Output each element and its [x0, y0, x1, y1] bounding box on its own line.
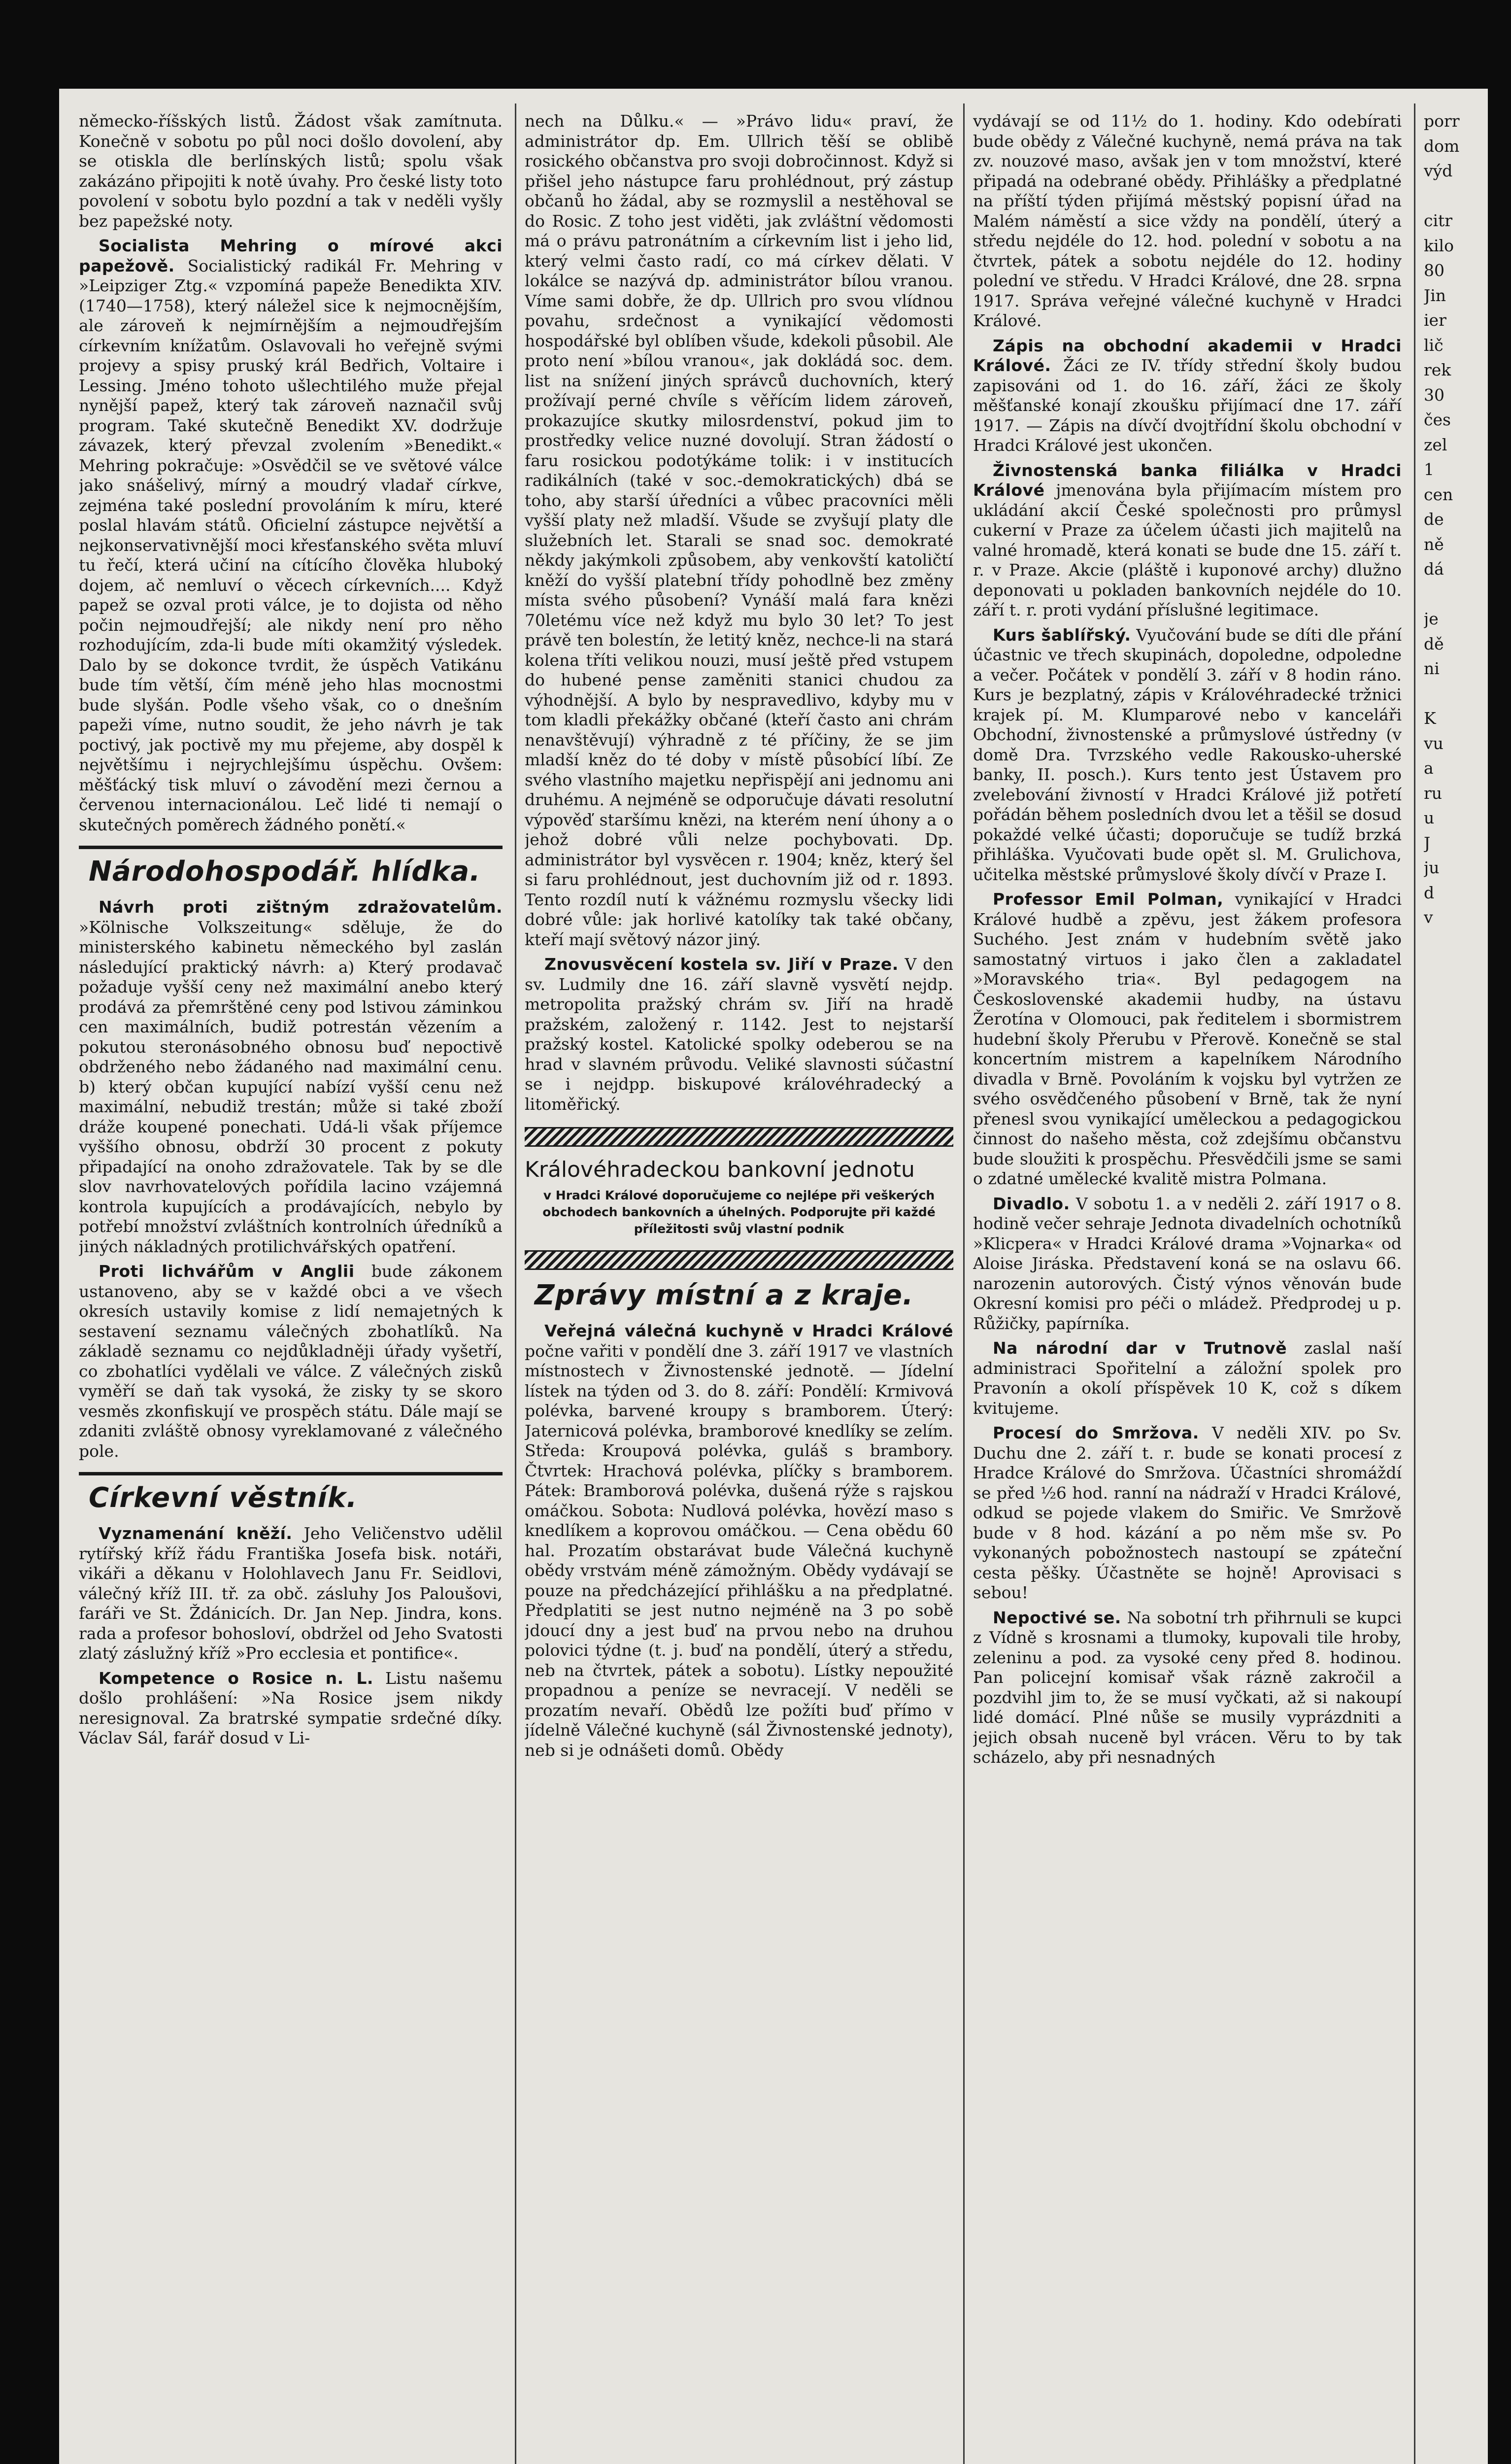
article-lead: Kurs šablířský. [993, 625, 1131, 645]
column-2 [525, 111, 953, 2464]
line-fragment: ier [1424, 310, 1446, 330]
article-lead: Živnostenská banka filiálka v Hradci Králové [973, 460, 1402, 500]
line-fragment: kilo [1424, 236, 1454, 255]
line-fragment: u [1424, 808, 1435, 827]
article-body: V neděli XIV. po Sv. Duchu dne 2. září t. r. bude se konati procesí z Hradce Králové do Smržova. Účastníci shromáždí se před ½6 hod. ranní na nádraží v Hradci Králové, odkud se pojede vlakem do Smiřic. Ve Smržově bude v 8 hod. kázání a po něm mše sv. Po vykonaných pobožnostech nastoupí se zpáteční cesta pěšky. Účastněte se hojně! Aprovisaci s sebou! [973, 1423, 1402, 1602]
line-fragment: porr [1424, 111, 1460, 131]
article-lead: Nepoctivé se. [993, 1608, 1121, 1627]
column-3 [973, 111, 1402, 2464]
paragraph [973, 625, 1402, 885]
section-heading-church: Církevní věstník. [89, 1482, 358, 1514]
article-lead: Zápis na obchodní akademii v Hradci Králové. [973, 336, 1402, 375]
paragraph [973, 1608, 1402, 1768]
article-body: Vyučování bude se díti dle přání účastnic ve třech skupinách, dopoledne, odpoledne a večer. Počátek v pondělí 3. září v 8 hodin ráno. Kurs je bezplatný, zápis v Královéhradecké tržnici krajek pí. M. Klumparové nebo v kanceláři Obchodní, živnostenské a průmyslové ústředny (v domě Dra. Tvrzského vedle Rakousko-uherské banky, II. posch.). Kurs tento jest Ústavem pro zvelebování živností v Hradci Králové již potřetí pořádán během posledních dvou let a těšil se dosud pokaždé velké účasti; doporučuje se tudíž brzká přihláška. Vyučovati bude opět sl. M. Grulichova, učitelka městské průmyslové školy dívčí v Praze I. [973, 625, 1402, 884]
bank-ad-text: v Hradci Králové doporučujeme co nejlépe při veškerých obchodech bankovních a úhelných. Podporujte při každé příležitosti svůj vlastní podnik [542, 1188, 936, 1236]
article-lead: Vyznamenání kněží. [99, 1524, 293, 1543]
column-4-cropped [1424, 111, 1488, 2464]
article-lead: Veřejná válečná kuchyně v Hradci Králové [544, 1321, 953, 1340]
paragraph [973, 461, 1402, 620]
paragraph [79, 1262, 503, 1461]
paragraph [973, 1194, 1402, 1334]
line-fragment [1424, 684, 1488, 704]
column-rule [963, 103, 965, 2464]
line-fragment: ju [1424, 858, 1440, 877]
paragraph [973, 336, 1402, 456]
line-fragment: 80 [1424, 261, 1444, 280]
article-body: V den sv. Ludmily dne 16. září slavně vysvětí nejdp. metropolita pražský chrám sv. Jiří na hradě pražském, založený r. 1142. Jest to nejstarší pražský kostel. Katolické spolky odeberou se na hrad v slavném průvodu. Veliké slavnosti súčastní se i nejdpp. biskupové královéhradecký a litoměřický. [525, 955, 953, 1114]
line-fragment [1424, 584, 1488, 605]
line-fragment: dom [1424, 136, 1460, 156]
article-lead: Procesí do Smržova. [993, 1423, 1199, 1442]
article-body: vynikající v Hradci Králové hudbě a zpěvu, jest žákem profesora Suchého. Jest znám v hudebním světě jako samostatný virtuos i jako člen a zakladatel »Moravského tria«. Byl pedagogem na Československé akademii hudby, na ústavu Žerotína v Olomouci, pak ředitelem i sbormistrem hudební školy Přerubu v Přerově. Konečně se stal koncertním mistrem a kapelníkem Národního divadla v Brně. Povoláním k vojsku byl vytržen ze svého osvědčeného působení v Brně, tak že nyní přenesl svou vynikající uměleckou a pedagogickou činnost do našeho města, což zdejšímu občanstvu bude sloužiti k prospěchu. Přesvědčili jsme se sami o zdatné umělecké kvalitě mistra Polmana. [973, 890, 1402, 1188]
bank-ad-title: Královéhradeckou bankovní jednotu [525, 1157, 915, 1182]
line-fragment: rek [1424, 360, 1451, 379]
paragraph [973, 890, 1402, 1189]
line-fragment: de [1424, 510, 1444, 529]
paragraph [973, 1338, 1402, 1418]
paragraph [973, 1423, 1402, 1603]
section-heading-local: Zprávy místní a z kraje. [535, 1279, 914, 1311]
section-divider [79, 846, 503, 849]
article-lead: Proti lichvářům v Anglii [99, 1262, 355, 1281]
line-fragment: ni [1424, 659, 1440, 678]
line-fragment: ru [1424, 783, 1443, 803]
article-body: »Kölnische Volkszeitung« sděluje, že do ministerského kabinetu německého byl zaslán následující praktický návrh: a) Který prodavač požaduje vyšší ceny než maximální anebo který prodává za přemrštěné ceny pod lstivou záminkou cen maximálních, budiž potrestán vězením a pokutou steronásobného obnosu buď nepoctivě obdrženého nebo žádaného nad maximální cenu. b) který občan kupující nabízí vyšší cenu než maximální, nebudiž trestán; může si také zboží dráže koupené ponechati. Udá-li však příjemce vyššího obnosu, obdrží 30 procent z pokuty připadající na onoho zdražovatele. Tak by se dle slov navrhovatelových pořídila lacino vzájemná kontrola kupujících a prodávajících, nebylo by potřebí množství zvláštních kontrolních úředníků a jiných nákladných protilichvářských opatření. [79, 917, 503, 1256]
line-fragment: zel [1424, 435, 1447, 454]
paragraph: vydávají se od 11½ do 1. hodiny. Kdo odebírati bude obědy z Válečné kuchyně, nemá práva na tak zv. nouzové maso, avšak jen v tom množství, které připadá na odebrané obědy. Přihlášky a předplatné na příští týden přijímá městský popisní úřad na Malém náměstí a sice vždy na pondělí, úterý a středu nejdéle do 12. hod. polední v sobotu a na čtvrtek, pátek a sobotu nejdéle do 12. hodiny polední ve středu. V Hradci Králové, dne 28. srpna 1917. Správa veřejné válečné kuchyně v Hradci Králové. [973, 111, 1402, 330]
article-body: počne vařiti v pondělí dne 3. září 1917 ve vlastních místnostech v Živnostenské jednotě. — Jídelní lístek na týden od 3. do 8. září: Pondělí: Krmivová polévka, barvené kroupy s bramborem. Úterý: Jaternicová polévka, bramborové knedlíky se zelím. Středa: Kroupová polévka, guláš s brambory. Čtvrtek: Hrachová polévka, plíčky s bramborem. Pátek: Bramborová polévka, dušená rýže s rajskou omáčkou. Sobota: Nudlová polévka, hovězí maso s knedlíkem a koprovou omáčkou. — Cena obědu 60 hal. Prozatím obstarávat bude Válečná kuchyně obědy vrstvám méně zámožným. Obědy vydávají se pouze na předcházející přihlášku a na předplatné. Předplatiti se jest nutno nejméně na 3 po sobě jdoucí dny a jest buď na prvou nebo na druhou polovici týdne (t. j. buď na pondělí, úterý a středu, neb na čtvrtek, pátek a sobotu). Lístky nepoužité propadnou a peníze se nevracejí. V neděli se prozatím nevaří. Obědů lze požíti buď přímo v jídelně Válečné kuchyně (sál Živnostenské jednoty), neb si je odnášeti domů. Obědy [525, 1341, 953, 1760]
line-fragment: je [1424, 609, 1439, 628]
section-heading-economy: Národohospodář. hlídka. [89, 856, 481, 888]
paragraph: německo-říšských listů. Žádost však zamítnuta. Konečně v sobotu po půl noci došlo dovolení, aby se otiskla dle berlínských listů; spolu však zakázáno připojiti k notě úvahy. Pro české listy toto povolení v sobotu bylo pozdní a tak v neděli vyšly bez papežské noty. [79, 111, 503, 231]
line-fragment: lič [1424, 335, 1444, 355]
line-fragment: 30 [1424, 385, 1444, 405]
line-fragment: citr [1424, 211, 1453, 230]
article-lead: Na národní dar v Trutnově [993, 1338, 1287, 1358]
article-body: zaslal naší administraci Spořitelní a záložní spolek pro Pravonín a okolí příspěvek 10 K, což s díkem kvitujeme. [973, 1338, 1402, 1418]
line-fragment: d [1424, 883, 1435, 902]
article-lead: Znovusvěcení kostela sv. Jiří v Praze. [544, 955, 899, 974]
article-body: bude zákonem ustanoveno, aby se v každé obci a ve všech okresích ustavily komise z lidí nemajetných k sestavení seznamu válečných zbohatlíků. Na základě seznamu co nejdůkladněji úřady vyšetří, co zbohatlíci vydělali ve válce. Z válečných zisků vyměří se daň tak vysoká, že zisky ty se skoro vesměs zkonfiskují ve prospěch státu. Dále mají se zdaniti zvláště obnosy vyreklamované z válečného pole. [79, 1262, 503, 1461]
newspaper-page [59, 89, 1488, 2464]
paragraph [79, 897, 503, 1257]
article-body: Jeho Veličenstvo udělil rytířský kříž řádu Františka Josefa bisk. notáři, vikáři a děkanu v Holohlavech Janu Fr. Seidlovi, válečný kříž III. tř. za obč. zásluhy Jos Paloušovi, faráři ve St. Ždánicích. Dr. Jan Nep. Jindra, kons. rada a profesor bohosloví, obdržel od Jeho Svatosti zlatý záslužný kříž »Pro ecclesia et pontifice«. [79, 1524, 503, 1663]
line-fragment: 1 [1424, 460, 1434, 479]
article-body: V sobotu 1. a v neděli 2. září 1917 o 8. hodině večer sehraje Jednota divadelních ochotníků »Klicpera« v Hradci Králové drama »Vojnarka« od Aloise Jiráska. Představení koná se na oslavu 66. narozenin autorových. Čistý výnos věnován bude Okresní komisi pro péči o mládež. Předprodej u p. Růžičky, papírníka. [973, 1194, 1402, 1333]
section-divider [79, 1472, 503, 1475]
article-body: Žáci ze IV. třídy střední školy budou zapisováni od 1. do 16. září, žáci ze školy měšťanské konají zkoušku přijímací dne 17. září 1917. — Zápis na dívčí dvojtřídní školu obchodní v Hradci Králové jest ukončen. [973, 356, 1402, 455]
column-rule [1414, 103, 1415, 2464]
line-fragment: dá [1424, 559, 1444, 579]
line-fragment: výd [1424, 161, 1453, 180]
article-body: Na sobotní trh přihrnuli se kupci z Vídně s krosnami a tlumoky, kupovali tile hroby, zeleninu a pod. za vysoké ceny před 8. hodinou. Pan policejní komisař však rázně zakročil a pozdvihl jim to, že se musí vyčkati, až si nakoupí lidé domácí. Plné nůše se musily vyprázdniti a jejich obsah nuceně byl vrácen. Věru to by tak scházelo, aby při nesnadných [973, 1608, 1402, 1767]
paragraph [525, 1321, 953, 1760]
article-lead: Socialista Mehring o mírové akci papežově. [79, 236, 503, 275]
ad-border-top [525, 1127, 953, 1147]
line-fragment: v [1424, 908, 1433, 927]
column-1 [79, 111, 503, 2464]
paragraph [79, 236, 503, 835]
line-fragment: vu [1424, 733, 1444, 753]
paragraph [525, 955, 953, 1114]
paragraph [79, 1669, 503, 1748]
column-rule [515, 103, 516, 2464]
article-lead: Kompetence o Rosice n. L. [99, 1668, 373, 1688]
paragraph: nech na Důlku.« — »Právo lidu« praví, že administrátor dp. Em. Ullrich těší se oblibě rosického občanstva pro svoji dobročinnost. Když si přišel jeho nástupce faru prohlédnout, prý zástup občanů ho žádal, aby se rozmyslil a nestěhoval se do Rosic. Z toho jest viděti, jak zvláštní vědomosti má o právu patronátním a církevním list i jeho lid, který velmi často radí, co má církev dělati. V lokálce se nazývá dp. administrátor bílou vranou. Víme sami dobře, že dp. Ullrich pro svou vlídnou povahu, srdečnost a vynikající vědomosti hospodářské byl oblíben všude, kdekoli působil. Ale proto není »bílou vranou«, jak dokládá soc. dem. list na snížení jiných správců duchovních, který prožívají perné chvíle s věřícím lidem zároveň, prokazujíce skutky milosrdenství, pokud jim to prostředky velice nuzné dovolují. Stran žádostí o faru rosickou podotýkáme tolik: i v institucích radikálních (také v soc.-demokratických) dbá se toho, aby starší úředníci a vůbec pracovníci měli vyšší platy než mladší. Všude se zvyšují platy dle služebních let. Starali se snad soc. demokraté někdy jakýmkoli způsobem, aby venkovští katoličtí kněží do vyšší platební třídy pohodlně bez změny místa svého působení? Vynáší malá fara knězi 70letému více než když mu bylo 30 let? To jest právě ten bolestín, že letitý kněz, nechce-li na stará kolena tříti velikou nouzi, musí ještě před vstupem do hubené pense zaměniti stanici chudou za výhodnější. A bylo by nespravedlivo, kdyby mu v tom kladli překážky občané (kteří často ani chrám nenavštěvují) výhradně z té příčiny, že se jim mladší kněz do té doby v místě působící líbí. Ze svého vlastního majetku nepřispějí ani jednomu ani druhému. A nejméně se odporučuje dávati resolutní výpověď staršímu knězi, na kterém není úhony a o jehož dobré vůli nelze pochybovati. Dp. administrátor byl vysvěcen r. 1904; kněz, který šel si faru prohlédnout, jest duchovním již od r. 1893. Tento rozdíl nutí k vážnému rozmyslu všecky lidi dobré vůle: jak horlivé katolíky tak také občany, kteří mají světový názor jiný. [525, 111, 953, 949]
line-fragment: čes [1424, 410, 1451, 429]
article-lead: Návrh proti zištným zdražovatelům. [99, 897, 503, 917]
line-fragment: ně [1424, 534, 1444, 554]
article-body: jmenována byla přijímacím místem pro ukládání akcií České společnosti pro průmysl cukerní v Praze za účelem účasti jich majitelů na valné hromadě, která konati se bude dne 15. září t. r. v Praze. Akcie (pláště i kuponové archy) dlužno deponovati u pokladen bankovních nejdéle do 10. září t. r. proti vydání příslušné legitimace. [973, 480, 1402, 619]
line-fragment: a [1424, 758, 1434, 778]
article-body: Socialistický radikál Fr. Mehring v »Leipziger Ztg.« vzpomíná papeže Benedikta XIV. (1740—1758), který náležel sice k nejmocnějším, ale zároveň k nejmírnějším a nejmoudřejším církevním knížatům. Oslavovali ho veřejně svými projevy a spisy pruský král Bedřich, Voltaire i Lessing. Jméno tohoto ušlechtilého muže přejal nynější papež, který tak zároveň naznačil svůj program. Také skutečně Benedikt XV. dodržuje závazek, který převzal zvolením »Benedikt.« Mehring pokračuje: »Osvědčil se ve světové válce jako snášelivý, mírný a moudrý vladař církve, zejména také poslední provoláním k míru, které poslal hlavám států. Oficielní zástupce největší a nejkonservativnější moci křesťanského světa mluví tu řečí, která učiní na cítícího člověka hluboký dojem, ač nemluví o věcech církevních.... Když papež se ozval proti válce, je to dojista od něho počin nejmoudřejší; ale nikdy není pro něho rozhodujícím, zda-li bude míti okamžitý výsledek. Dalo by se dokonce tvrdit, že úspěch Vatikánu bude tím větší, čím méně jeho hlas mocnostmi bude slyšán. Podle všeho však, co o dnešním papeži víme, nutno soudit, že jeho návrh je tak poctivý, jak poctivě my mu přejeme, aby dospěl k největšímu i nejrychlejšímu úspěchu. Ovšem: měšťácký tisk mluví o závodění mezi černou a červenou internacionálou. Leč lidé ti nemají o skutečných poměrech žádného ponětí.« [79, 256, 503, 834]
line-fragment [1424, 186, 1488, 206]
paragraph [79, 1524, 503, 1664]
line-fragment: cen [1424, 484, 1453, 504]
line-fragment: Jin [1424, 285, 1446, 305]
article-lead: Divadlo. [993, 1194, 1070, 1213]
line-fragment: J [1424, 833, 1431, 853]
article-body: Listu našemu došlo prohlášení: »Na Rosice jsem nikdy neresignoval. Za bratrské sympatie srdečné díky. Václav Sál, farář dosud v Li- [79, 1668, 503, 1747]
line-fragment: dě [1424, 634, 1444, 653]
line-fragment: K [1424, 709, 1436, 728]
ad-border-bottom [525, 1250, 953, 1270]
article-lead: Professor Emil Polman, [993, 890, 1224, 909]
